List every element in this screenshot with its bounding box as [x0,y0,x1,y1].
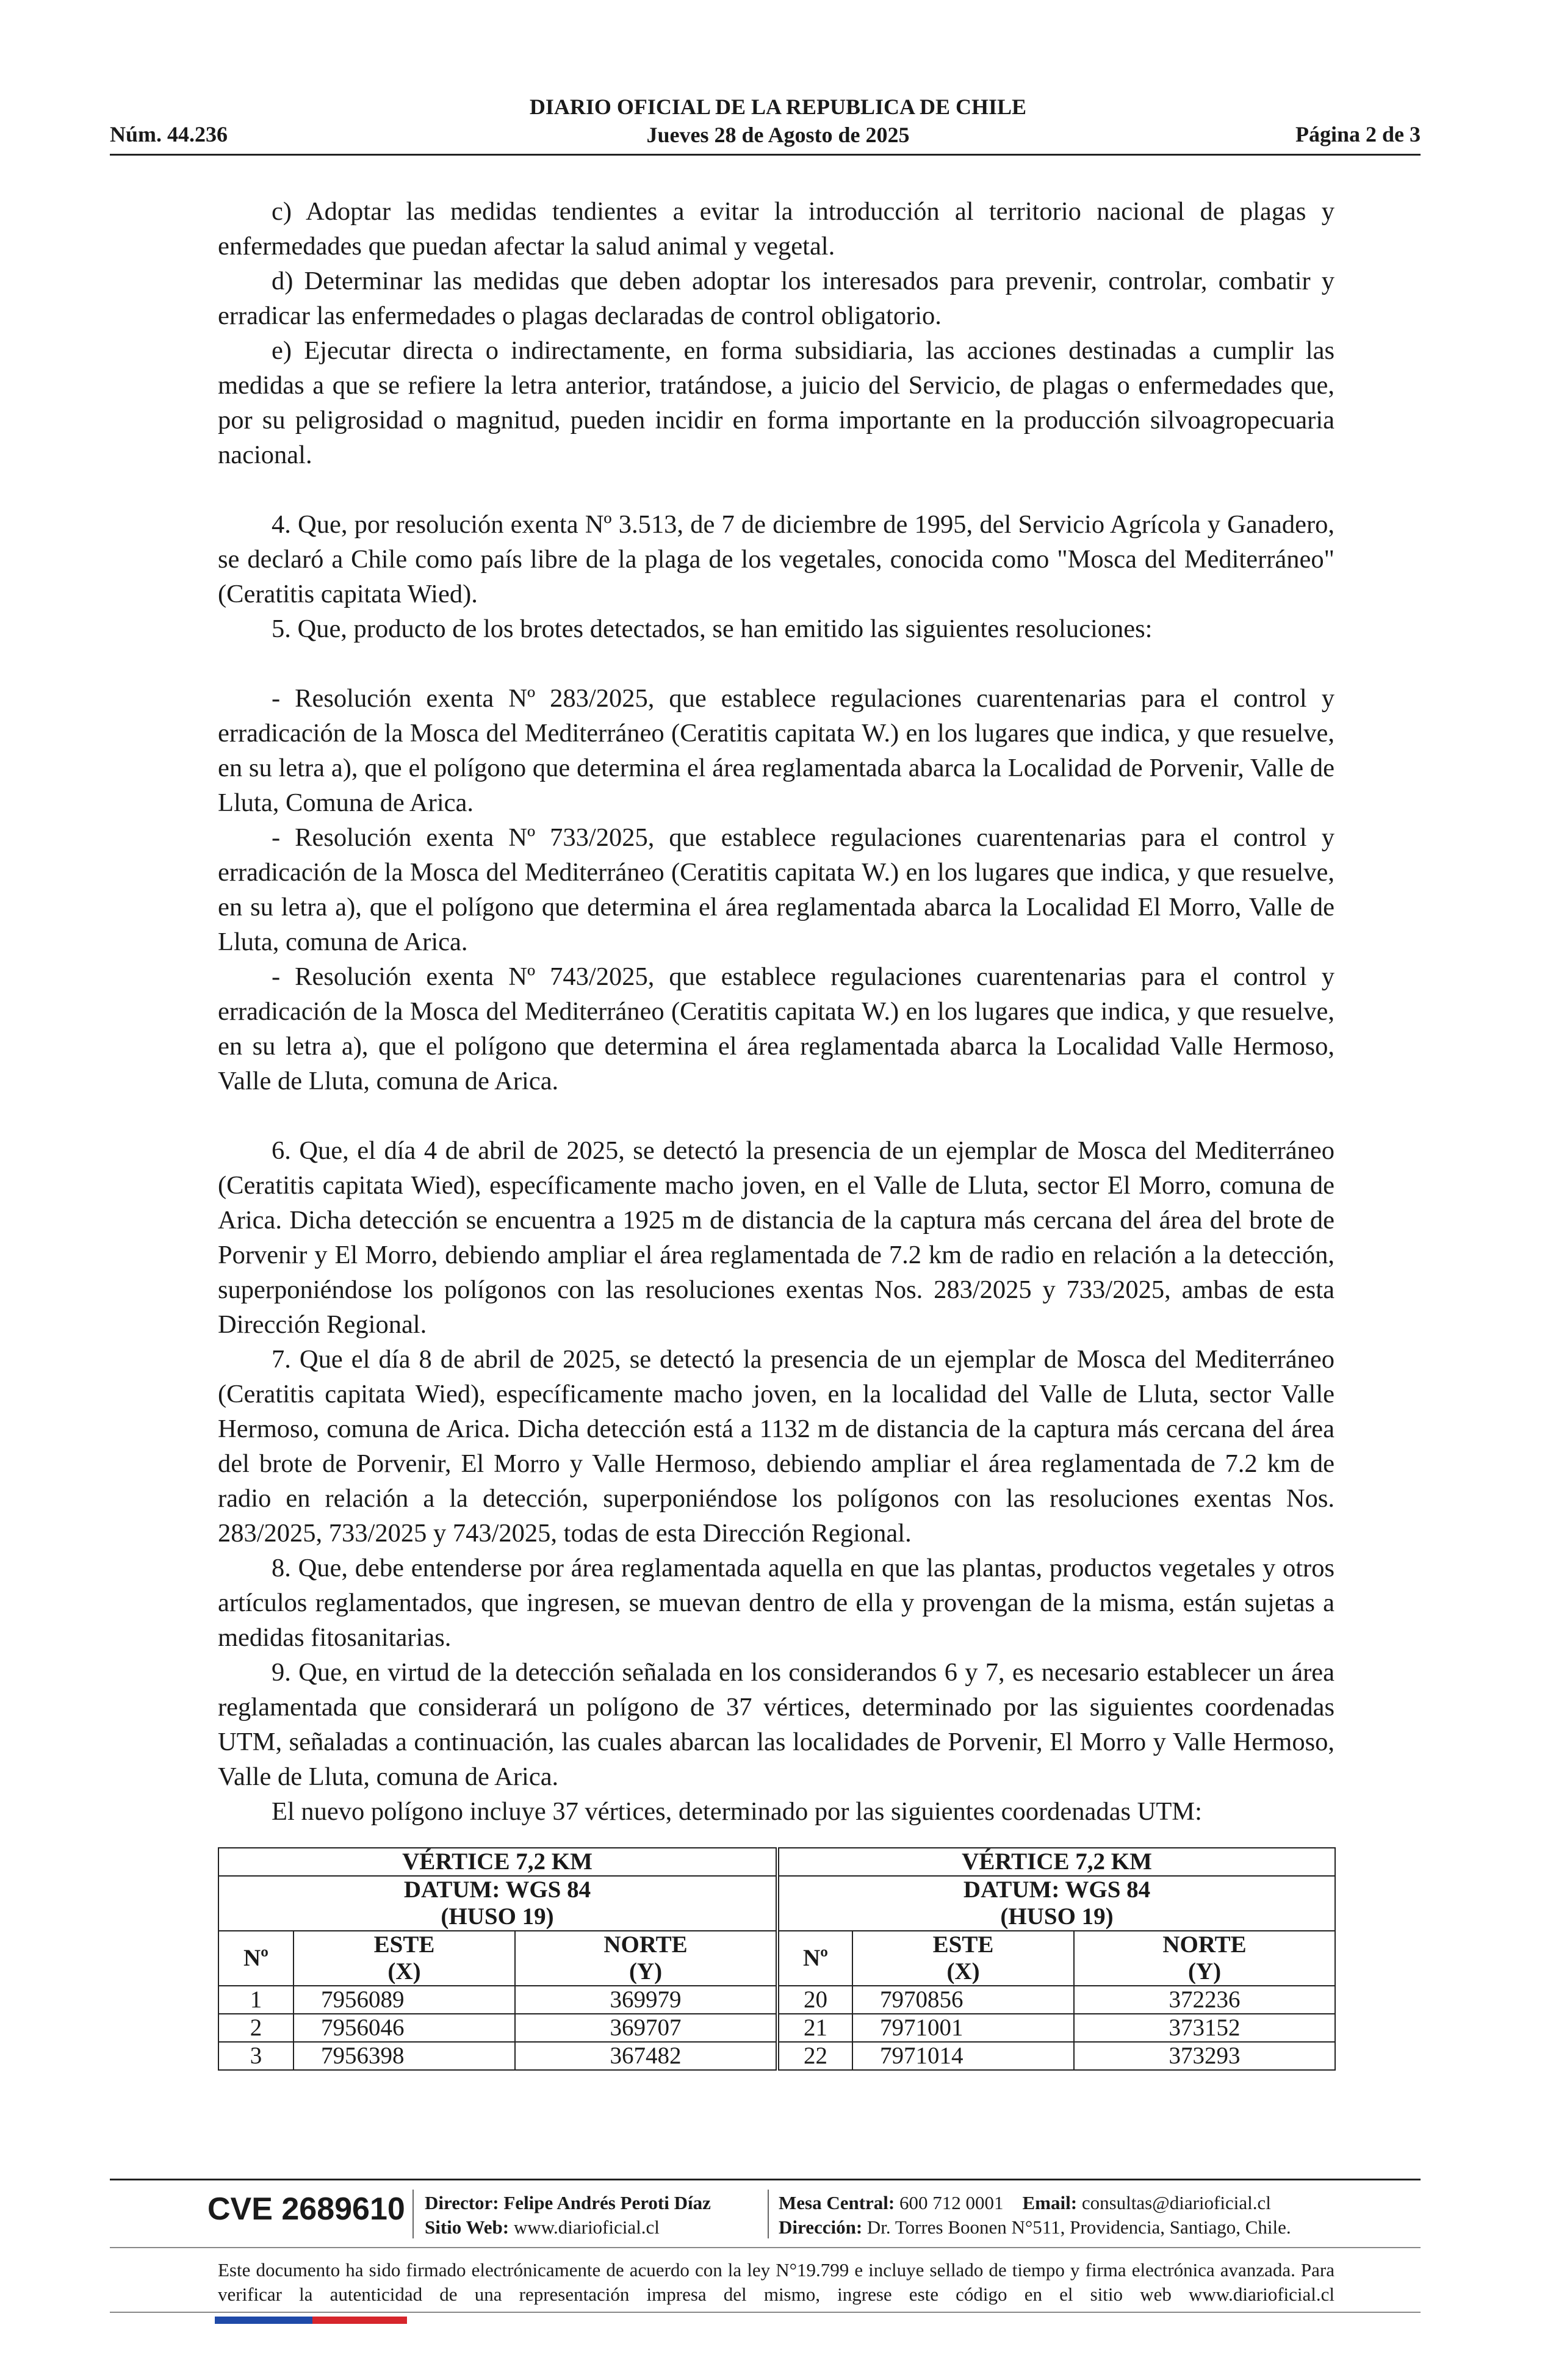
este-label: ESTE [932,1931,994,1958]
cell-este: 7956398 [294,2042,515,2070]
paragraph-7: 7. Que el día 8 de abril de 2025, se detectó la presencia de un ejemplar de Mosca del Mediterráneo (Ceratitis capitata Wied), específicamente macho joven, en la localidad del Valle de Lluta, sector Valle Hermoso, comuna de Arica. Dicha detección está a 1132 m de distancia de la captura más cercana del área del brote de Porvenir, El Morro y Valle Hermoso, debiendo ampliar el área reglamentada de 7.2 km de radio en relación a la detección, superponiéndose los polígonos con las resoluciones exentas Nos. 283/2025, 733/2025 y 743/2025, todas de esta Dirección Regional. [218,1345,1334,1548]
cell-este: 7971001 [852,2014,1074,2042]
col-header-norte [515,1931,777,1986]
resolution-733: - Resolución exenta Nº 733/2025, que establece regulaciones cuarentenarias para el control y erradicación de la Mosca del Mediterráneo (Ceratitis capitata W.) en los lugares que indica, y que resuelve, en su letra a), que el polígono que determina el área reglamentada abarca la Localidad El Morro, Valle de Lluta, comuna de Arica. [218,823,1334,956]
footer-divider-mid [110,2247,1421,2248]
cve-code: CVE 2689610 [207,2191,405,2227]
este-label: ESTE [373,1931,435,1958]
director-label: Director: [425,2192,499,2213]
col-header-este [294,1931,515,1986]
este-sub: (X) [946,1958,980,1985]
table-datum [777,1876,1335,1931]
cell-norte: 373293 [1074,2042,1335,2070]
cell-este: 7970856 [852,1986,1074,2014]
datum-label: DATUM: WGS 84 [403,1877,591,1903]
huso-label: (HUSO 19) [1000,1903,1114,1930]
paragraph-6: 6. Que, el día 4 de abril de 2025, se detectó la presencia de un ejemplar de Mosca del Mediterráneo (Ceratitis capitata Wied), específicamente macho joven, en el Valle de Lluta, sector El Morro, comuna de Arica. Dicha detección se encuentra a 1925 m de distancia de la captura más cercana del área del brote de Porvenir y El Morro, debiendo ampliar el área reglamentada de 7.2 km de radio en relación a la detección, superponiéndose los polígonos con las resoluciones exentas Nos. 283/2025 y 733/2025, ambas de esta Dirección Regional. [218,1136,1334,1339]
flag-bar-red [312,2317,407,2324]
cell-norte: 367482 [515,2042,777,2070]
footer-divider-bottom [110,2312,1421,2313]
paragraph-8: 8. Que, debe entenderse por área reglamentada aquella en que las plantas, productos vegetales y otros artículos reglamentados, que ingresen, se muevan dentro de ella y provengan de la misma, están sujetas a medidas fitosanitarias. [218,1554,1334,1652]
paragraph-d: d) Determinar las medidas que deben adoptar los interesados para prevenir, controlar, combatir y erradicar las enfermedades o plagas declaradas de control obligatorio. [218,267,1334,330]
col-header-este [852,1931,1074,1986]
cell-norte: 373152 [1074,2014,1335,2042]
header-divider [110,154,1421,156]
email-link[interactable]: consultas@diarioficial.cl [1081,2192,1271,2213]
table-row [218,2042,1335,2070]
address-value: Dr. Torres Boonen N°511, Providencia, Santiago, Chile. [866,2216,1291,2238]
resolution-283: - Resolución exenta Nº 283/2025, que establece regulaciones cuarentenarias para el control y erradicación de la Mosca del Mediterráneo (Ceratitis capitata W.) en los lugares que indica, y que resuelve, en su letra a), que el polígono que determina el área reglamentada abarca la Localidad de Porvenir, Valle de Lluta, Comuna de Arica. [218,684,1334,817]
cell-norte: 369979 [515,1986,777,2014]
page-number: Página 2 de 3 [1295,122,1421,146]
polygon-intro: El nuevo polígono incluye 37 vértices, determinado por las siguientes coordenadas UTM: [272,1797,1202,1826]
document-body [218,194,1334,2071]
flag-bar-blue [215,2317,312,2324]
huso-label: (HUSO 19) [441,1903,554,1930]
issue-number: Núm. 44.236 [110,122,228,146]
director-name: Felipe Andrés Peroti Díaz [503,2192,711,2213]
table-row [218,1986,1335,2014]
table-row [218,2014,1335,2042]
website-label: Sitio Web: [425,2216,510,2238]
coordinates-table [218,1847,1336,2071]
cell-no: 2 [218,2014,294,2042]
table-datum [218,1876,777,1931]
signature-note: Este documento ha sido firmado electrónicamente de acuerdo con la ley N°19.799 e incluye sellado de tiempo y firma electrónica avanzada. Para verificar la autenticidad de una representación impresa del mismo, ingrese este código en el sitio web www.diarioficial.cl [218,2259,1334,2305]
col-header-no: Nº [218,1931,294,1986]
cell-este: 7971014 [852,2042,1074,2070]
paragraph-5: 5. Que, producto de los brotes detectados, se han emitido las siguientes resoluciones: [272,615,1153,643]
norte-label: NORTE [1162,1931,1247,1958]
cell-norte: 369707 [515,2014,777,2042]
table-group-title: VÉRTICE 7,2 KM [777,1848,1335,1876]
publication-date: Jueves 28 de Agosto de 2025 [646,123,910,147]
table-group-title: VÉRTICE 7,2 KM [218,1848,777,1876]
datum-label: DATUM: WGS 84 [963,1877,1151,1903]
cell-no: 1 [218,1986,294,2014]
paragraph-4: 4. Que, por resolución exenta Nº 3.513, de 7 de diciembre de 1995, del Servicio Agrícola y Ganadero, se declaró a Chile como país libre de la plaga de los vegetales, conocida como "Mosca del Mediterráneo" (Ceratitis capitata Wied). [218,510,1334,608]
footer-divider-top [110,2179,1421,2180]
cell-no: 20 [777,1986,852,2014]
norte-sub: (Y) [629,1958,663,1985]
publication-title: DIARIO OFICIAL DE LA REPUBLICA DE CHILE [529,95,1027,119]
col-header-no: Nº [777,1931,852,1986]
footer-director-block [425,2191,711,2240]
footer-separator [768,2190,769,2238]
paragraph-c: c) Adoptar las medidas tendientes a evitar la introducción al territorio nacional de plagas y enfermedades que puedan afectar la salud animal y vegetal. [218,197,1334,261]
cell-no: 3 [218,2042,294,2070]
website-link[interactable]: www.diarioficial.cl [513,2216,660,2238]
cell-no: 22 [777,2042,852,2070]
address-label: Dirección: [779,2216,863,2238]
este-sub: (X) [387,1958,421,1985]
resolution-743: - Resolución exenta Nº 743/2025, que establece regulaciones cuarentenarias para el control y erradicación de la Mosca del Mediterráneo (Ceratitis capitata W.) en los lugares que indica, y que resuelve, en su letra a), que el polígono que determina el área reglamentada abarca la Localidad Valle Hermoso, Valle de Lluta, comuna de Arica. [218,962,1334,1095]
norte-label: NORTE [603,1931,688,1958]
email-label: Email: [1022,2192,1078,2213]
paragraph-9: 9. Que, en virtud de la detección señalada en los considerandos 6 y 7, es necesario establecer un área reglamentada que considerará un polígono de 37 vértices, determinado por las siguientes coordenadas UTM, señaladas a continuación, las cuales abarcan las localidades de Porvenir, El Morro y Valle Hermoso, Valle de Lluta, comuna de Arica. [218,1658,1334,1791]
cell-no: 21 [777,2014,852,2042]
footer-contact-block [779,2191,1291,2240]
cell-este: 7956089 [294,1986,515,2014]
footer-separator [412,2190,414,2238]
paragraph-e: e) Ejecutar directa o indirectamente, en forma subsidiaria, las acciones destinadas a cumplir las medidas a que se refiere la letra anterior, tratándose, a juicio del Servicio, de plagas o enfermedades que, por su peligrosidad o magnitud, pueden incidir en forma importante en la producción silvoagropecuaria nacional. [218,336,1334,469]
cell-norte: 372236 [1074,1986,1335,2014]
mesa-phone: 600 712 0001 [899,2192,1004,2213]
col-header-norte [1074,1931,1335,1986]
cell-este: 7956046 [294,2014,515,2042]
mesa-label: Mesa Central: [779,2192,895,2213]
norte-sub: (Y) [1187,1958,1222,1985]
